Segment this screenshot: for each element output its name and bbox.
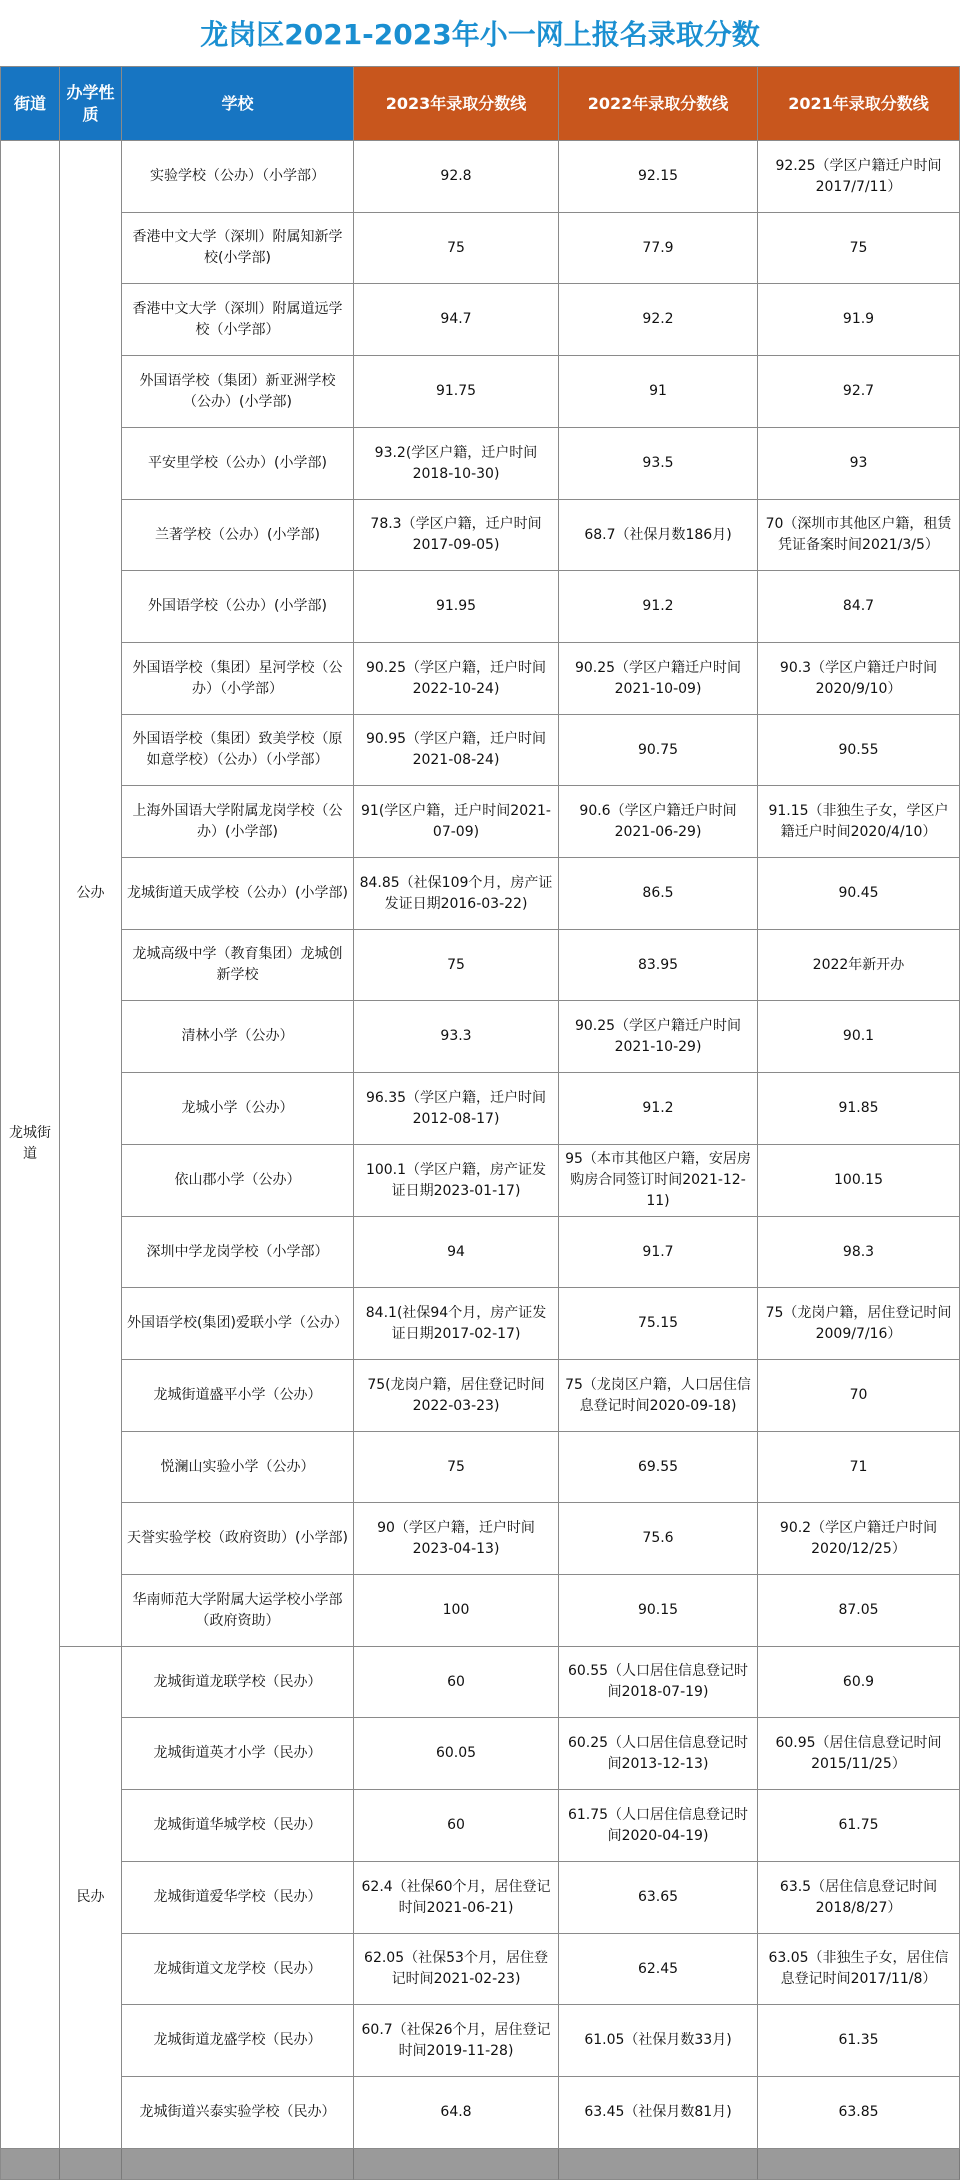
school-name: 龙城街道英才小学（民办） [122,1718,354,1790]
score-2021: 90.3（学区户籍迁户时间2020/9/10） [758,643,960,715]
score-2023: 91.75 [354,356,559,428]
score-2023: 90.95（学区户籍，迁户时间2021-08-24) [354,715,559,786]
header-2022: 2022年录取分数线 [559,66,758,141]
school-name: 龙城街道龙联学校（民办） [122,1647,354,1718]
street-cell: 龙城街道 [0,141,60,2149]
score-2021: 98.3 [758,1217,960,1288]
score-2021: 90.55 [758,715,960,786]
score-2023: 75 [354,213,559,284]
school-name: 龙城街道盛平小学（公办） [122,1360,354,1432]
score-2021: 91.9 [758,284,960,356]
school-name: 兰著学校（公办）(小学部) [122,500,354,571]
score-2021: 100.15 [758,1145,960,1217]
footer-cell [0,2149,60,2180]
score-2023: 91(学区户籍，迁户时间2021-07-09) [354,786,559,858]
score-2022: 83.95 [559,930,758,1001]
footer-cell [354,2149,559,2180]
score-2023: 62.05（社保53个月，居住登记时间2021-02-23) [354,1934,559,2005]
score-2022: 63.45（社保月数81月) [559,2077,758,2149]
score-2021: 70 [758,1360,960,1432]
header-2021: 2021年录取分数线 [758,66,960,141]
score-2021: 70（深圳市其他区户籍，租赁凭证备案时间2021/3/5） [758,500,960,571]
score-2021: 91.15（非独生子女，学区户籍迁户时间2020/4/10） [758,786,960,858]
footer-cell [559,2149,758,2180]
score-2023: 90（学区户籍，迁户时间2023-04-13) [354,1503,559,1575]
school-name: 深圳中学龙岗学校（小学部） [122,1217,354,1288]
school-name: 华南师范大学附属大运学校小学部（政府资助） [122,1575,354,1647]
score-2021: 87.05 [758,1575,960,1647]
score-2021: 90.2（学区户籍迁户时间2020/12/25） [758,1503,960,1575]
score-2021: 61.75 [758,1790,960,1862]
score-2023: 60.7（社保26个月，居住登记时间2019-11-28) [354,2005,559,2077]
school-name: 外国语学校（集团）新亚洲学校（公办）(小学部) [122,356,354,428]
score-2022: 91.2 [559,1073,758,1145]
score-2022: 95（本市其他区户籍，安居房购房合同签订时间2021-12-11) [559,1145,758,1217]
page-title: 龙岗区2021-2023年小一网上报名录取分数 [0,0,960,66]
score-2022: 69.55 [559,1432,758,1503]
score-2021: 60.9 [758,1647,960,1718]
score-2022: 92.2 [559,284,758,356]
score-2022: 75.15 [559,1288,758,1360]
school-name: 香港中文大学（深圳）附属道远学校（小学部） [122,284,354,356]
school-name: 依山郡小学（公办） [122,1145,354,1217]
school-name: 悦澜山实验小学（公办） [122,1432,354,1503]
score-2023: 90.25（学区户籍，迁户时间2022-10-24) [354,643,559,715]
score-2021: 71 [758,1432,960,1503]
score-2022: 62.45 [559,1934,758,2005]
score-2023: 100.1（学区户籍，房产证发证日期2023-01-17) [354,1145,559,1217]
score-2023: 100 [354,1575,559,1647]
score-2023: 75 [354,930,559,1001]
score-2023: 62.4（社保60个月，居住登记时间2021-06-21) [354,1862,559,1934]
score-2022: 90.6（学区户籍迁户时间2021-06-29) [559,786,758,858]
score-2021: 90.1 [758,1001,960,1073]
score-2023: 91.95 [354,571,559,643]
score-2023: 75(龙岗户籍，居住登记时间2022-03-23) [354,1360,559,1432]
score-2021: 2022年新开办 [758,930,960,1001]
footer-cell [60,2149,122,2180]
score-2023: 60 [354,1647,559,1718]
score-2022: 86.5 [559,858,758,930]
score-2023: 60 [354,1790,559,1862]
score-2022: 63.65 [559,1862,758,1934]
score-2021: 75（龙岗户籍，居住登记时间2009/7/16） [758,1288,960,1360]
score-2022: 91.2 [559,571,758,643]
school-name: 龙城街道天成学校（公办）(小学部) [122,858,354,930]
score-2023: 64.8 [354,2077,559,2149]
score-2021: 61.35 [758,2005,960,2077]
score-2023: 96.35（学区户籍，迁户时间2012-08-17) [354,1073,559,1145]
score-2023: 92.8 [354,141,559,213]
school-name: 天誉实验学校（政府资助）(小学部) [122,1503,354,1575]
school-name: 清林小学（公办） [122,1001,354,1073]
header-nature: 办学性质 [60,66,122,141]
score-2023: 94 [354,1217,559,1288]
score-2023: 84.1(社保94个月，房产证发证日期2017-02-17) [354,1288,559,1360]
score-2023: 93.2(学区户籍，迁户时间2018-10-30) [354,428,559,500]
score-2022: 90.75 [559,715,758,786]
score-2021: 84.7 [758,571,960,643]
score-2022: 61.05（社保月数33月) [559,2005,758,2077]
score-2021: 92.7 [758,356,960,428]
school-name: 龙城街道爱华学校（民办） [122,1862,354,1934]
score-2022: 90.25（学区户籍迁户时间2021-10-29) [559,1001,758,1073]
score-2022: 68.7（社保月数186月) [559,500,758,571]
score-2023: 94.7 [354,284,559,356]
score-2022: 92.15 [559,141,758,213]
school-name: 龙城街道龙盛学校（民办） [122,2005,354,2077]
score-2021: 91.85 [758,1073,960,1145]
footer-cell [758,2149,960,2180]
school-name: 外国语学校（集团）致美学校（原如意学校）（公办）（小学部） [122,715,354,786]
header-school: 学校 [122,66,354,141]
score-2022: 61.75（人口居住信息登记时间2020-04-19) [559,1790,758,1862]
school-name: 上海外国语大学附属龙岗学校（公办）(小学部) [122,786,354,858]
school-name: 龙城小学（公办） [122,1073,354,1145]
school-name: 外国语学校（公办）(小学部) [122,571,354,643]
score-2021: 90.45 [758,858,960,930]
score-2022: 91 [559,356,758,428]
score-2023: 84.85（社保109个月，房产证发证日期2016-03-22) [354,858,559,930]
score-2022: 90.25（学区户籍迁户时间2021-10-09) [559,643,758,715]
score-2021: 92.25（学区户籍迁户时间2017/7/11） [758,141,960,213]
score-2023: 60.05 [354,1718,559,1790]
score-2022: 91.7 [559,1217,758,1288]
school-name: 外国语学校（集团）星河学校（公办）（小学部） [122,643,354,715]
nature-private: 民办 [60,1647,122,2149]
score-2023: 75 [354,1432,559,1503]
school-name: 实验学校（公办）（小学部） [122,141,354,213]
score-2022: 75.6 [559,1503,758,1575]
score-2022: 75（龙岗区户籍，人口居住信息登记时间2020-09-18) [559,1360,758,1432]
score-2021: 60.95（居住信息登记时间2015/11/25） [758,1718,960,1790]
score-2021: 93 [758,428,960,500]
score-2021: 63.85 [758,2077,960,2149]
score-2022: 90.15 [559,1575,758,1647]
score-2022: 77.9 [559,213,758,284]
footer-cell [122,2149,354,2180]
school-name: 平安里学校（公办）(小学部) [122,428,354,500]
school-name: 龙城街道兴泰实验学校（民办） [122,2077,354,2149]
header-2023: 2023年录取分数线 [354,66,559,141]
score-2022: 60.55（人口居住信息登记时间2018-07-19) [559,1647,758,1718]
score-2022: 60.25（人口居住信息登记时间2013-12-13) [559,1718,758,1790]
header-street: 街道 [0,66,60,141]
score-2022: 93.5 [559,428,758,500]
school-name: 龙城街道文龙学校（民办） [122,1934,354,2005]
school-name: 香港中文大学（深圳）附属知新学校(小学部) [122,213,354,284]
score-2023: 78.3（学区户籍，迁户时间2017-09-05) [354,500,559,571]
school-name: 龙城高级中学（教育集团）龙城创新学校 [122,930,354,1001]
score-2021: 63.5（居住信息登记时间2018/8/27） [758,1862,960,1934]
score-2021: 75 [758,213,960,284]
school-name: 外国语学校(集团)爱联小学（公办） [122,1288,354,1360]
nature-public: 公办 [60,141,122,1647]
score-2021: 63.05（非独生子女，居住信息登记时间2017/11/8） [758,1934,960,2005]
score-2023: 93.3 [354,1001,559,1073]
school-name: 龙城街道华城学校（民办） [122,1790,354,1862]
